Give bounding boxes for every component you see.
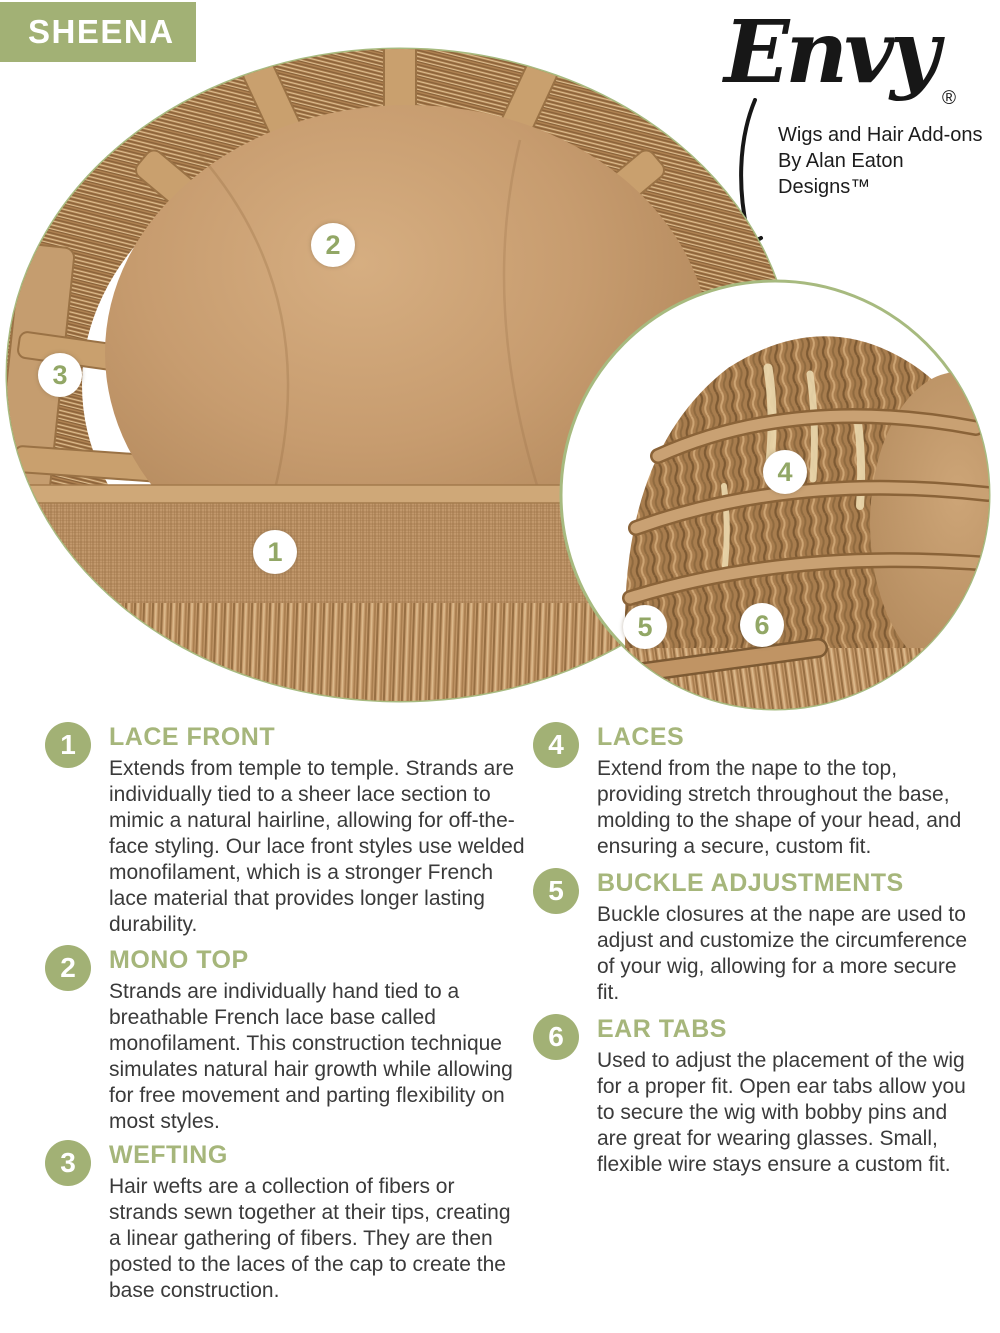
feature-buckle-adjustments [533,868,973,1006]
feature-body: Strands are individually hand tied to a breathable French lace base called monofilament. This construction technique simulates natural hair growth while allowing for free movement and parting flexibility on most styles. [109,980,513,1133]
feature-number-badge: 2 [45,945,91,991]
callout-6-ear-tabs: 6 [740,603,784,647]
feature-number-badge: 1 [45,722,91,768]
feature-title: BUCKLE ADJUSTMENTS [597,869,904,897]
callout-3-wefting: 3 [38,353,82,397]
callout-1-lace-front: 1 [253,530,297,574]
cap-construction-diagram [0,45,1000,715]
callout-4-laces: 4 [763,450,807,494]
feature-ear-tabs [533,1014,973,1178]
feature-title: LACE FRONT [109,723,276,751]
feature-number-badge: 6 [533,1014,579,1060]
wig-cap-back-image [556,276,994,714]
feature-lace-front [45,722,527,938]
callout-5-buckle: 5 [623,605,667,649]
feature-title: WEFTING [109,1141,228,1169]
feature-title: LACES [597,723,685,751]
feature-title: MONO TOP [109,946,249,974]
brand-tagline-1: Wigs and Hair Add-ons [778,124,983,146]
feature-number-badge: 3 [45,1140,91,1186]
feature-title: EAR TABS [597,1015,727,1043]
brand-tagline-2: By Alan Eaton Designs™ [778,150,904,198]
registered-trademark: ® [942,88,957,109]
feature-body: Extend from the nape to the top, providing stretch throughout the base, molding to the shape of your head, and ensuring a secure, custom fit. [597,757,962,858]
feature-laces [533,722,973,860]
callout-2-mono-top: 2 [311,223,355,267]
product-name: SHEENA [28,13,175,50]
brand-logo: Envy $_®$ [724,2,957,109]
feature-body: Buckle closures at the nape are used to adjust and customize the circumference of your wig, allowing for a more secure fit. [597,903,968,1004]
feature-wefting [45,1140,527,1304]
feature-mono-top [45,945,527,1135]
feature-number-badge: 4 [533,722,579,768]
feature-number-badge: 5 [533,868,579,914]
feature-body: Hair wefts are a collection of fibers or strands sewn together at their tips, creating a linear gathering of fibers. They are then posted to the laces of the cap to create the base construction. [109,1175,511,1302]
feature-body: Extends from temple to temple. Strands are individually tied to a sheer lace section to mimic a natural hairline, allowing for off-the-face styling. Our lace front styles use welded monofilament, which is a stronger French lace material that provides longer lasting durability. [109,757,525,936]
feature-body: Used to adjust the placement of the wig for a proper fit. Open ear tabs allow you to secure the wig with bobby pins and are great for wearing glasses. Small, flexible wire stays ensure a custom fit. [597,1049,966,1176]
